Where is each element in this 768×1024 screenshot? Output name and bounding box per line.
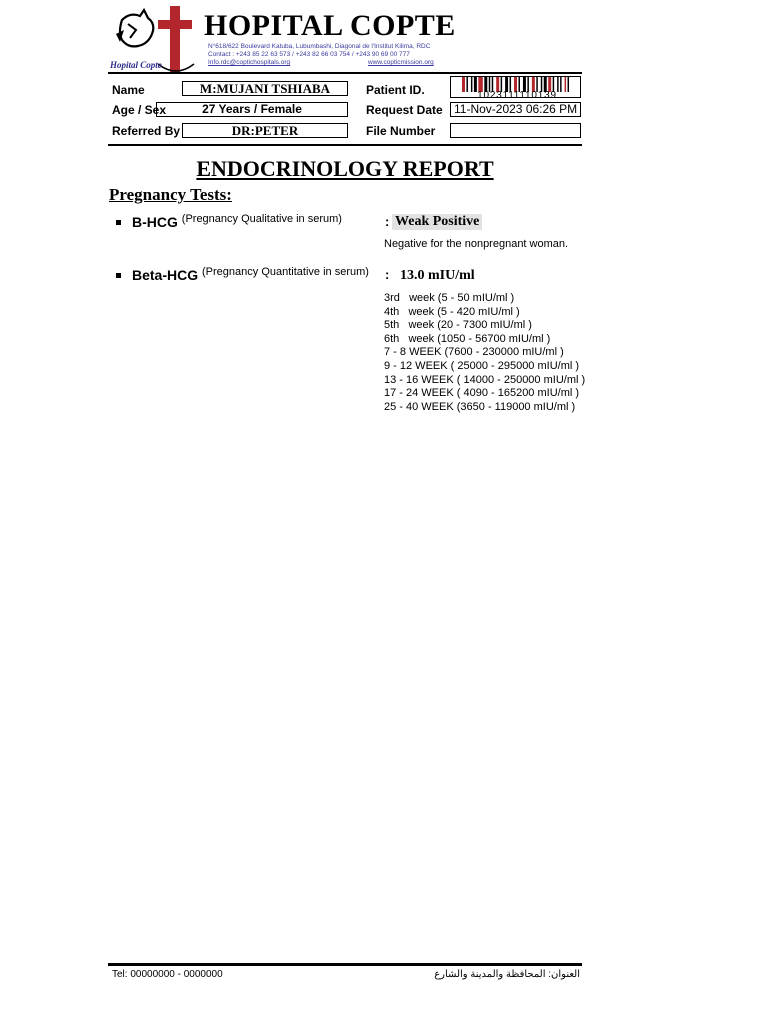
reference-range-item: 25 - 40 WEEK (3650 - 119000 mIU/ml )	[384, 400, 576, 413]
address-line: N°618/622 Boulevard Katuba, Lubumbashi, Diagonal de l'Institut Kilima, RDC	[208, 43, 431, 50]
hospital-name: HOPITAL COPTE	[204, 9, 456, 42]
email-web-row	[208, 59, 434, 67]
test-bhcg-name: B-HCG	[132, 214, 178, 230]
footer-arabic-address: العنوان: المحافظة والمدينة والشارع	[434, 969, 580, 980]
bullet-icon	[116, 273, 121, 278]
test-bhcg-note: Negative for the nonpregnant woman.	[384, 238, 569, 250]
reference-range-item: 4th week (5 - 420 mIU/ml )	[384, 305, 520, 318]
patient-id-label: Patient ID.	[366, 83, 425, 97]
file-number-value	[450, 123, 581, 138]
referred-by-value: DR:PETER	[182, 123, 348, 138]
age-sex-value: 27 Years / Female	[156, 102, 348, 117]
footer-divider	[108, 963, 582, 966]
test-beta-hcg	[132, 267, 369, 283]
reference-range-item: 7 - 8 WEEK (7600 - 230000 mIU/ml )	[384, 346, 564, 359]
test-bhcg-result: Weak Positive	[392, 214, 482, 230]
file-number-label: File Number	[366, 124, 436, 138]
test-beta-hcg-description: (Pregnancy Quantitative in serum)	[202, 266, 369, 278]
reference-range-item: 6th week (1050 - 56700 mIU/ml )	[384, 332, 551, 345]
bullet-icon	[116, 220, 121, 225]
reference-range-item: 3rd week (5 - 50 mIU/ml )	[384, 292, 515, 304]
website-link[interactable]: www.copticmission.org	[368, 59, 434, 66]
section-heading: Pregnancy Tests:	[109, 185, 232, 204]
reference-range-item: 5th week (20 - 7300 mIU/ml )	[384, 319, 532, 332]
patient-id-value: 1023111110139	[477, 90, 557, 101]
age-sex-label: Age / Sex	[112, 103, 167, 117]
footer-tel: Tel: 00000000 - 0000000	[112, 969, 223, 980]
test-beta-hcg-result: 13.0 mIU/ml	[400, 268, 475, 283]
report-title-text: ENDOCRINOLOGY REPORT	[196, 156, 494, 181]
hospital-address-block	[208, 43, 434, 67]
request-date-label: Request Date	[366, 103, 443, 117]
test-beta-hcg-name: Beta-HCG	[132, 267, 199, 283]
test-bhcg-colon: :	[385, 214, 390, 229]
test-bhcg	[132, 214, 342, 230]
name-value: M:MUJANI TSHIABA	[182, 81, 348, 96]
reference-ranges	[384, 292, 585, 414]
reference-range-item: 17 - 24 WEEK ( 4090 - 165200 mIU/ml )	[384, 387, 580, 400]
test-bhcg-description: (Pregnancy Qualitative in serum)	[181, 213, 342, 225]
hospital-script-name: Hopital Copte	[110, 60, 162, 70]
report-title	[0, 156, 690, 182]
referred-by-label: Referred By	[112, 124, 181, 138]
contact-line: Contact : +243 85 22 63 573 / +243 82 66 03 754 / +243 90 69 00 777	[208, 51, 410, 58]
reference-range-item: 9 - 12 WEEK ( 25000 - 295000 mIU/ml )	[384, 359, 580, 372]
patient-info-divider	[108, 144, 582, 146]
name-label: Name	[112, 83, 145, 97]
request-date-value: 11-Nov-2023 06:26 PM	[450, 102, 581, 117]
header-divider	[108, 72, 582, 74]
test-beta-hcg-colon: :	[385, 267, 390, 282]
email-link[interactable]: Info.rdc@coptichospitals.org	[208, 59, 291, 66]
reference-range-item: 13 - 16 WEEK ( 14000 - 250000 mIU/ml )	[384, 373, 586, 386]
